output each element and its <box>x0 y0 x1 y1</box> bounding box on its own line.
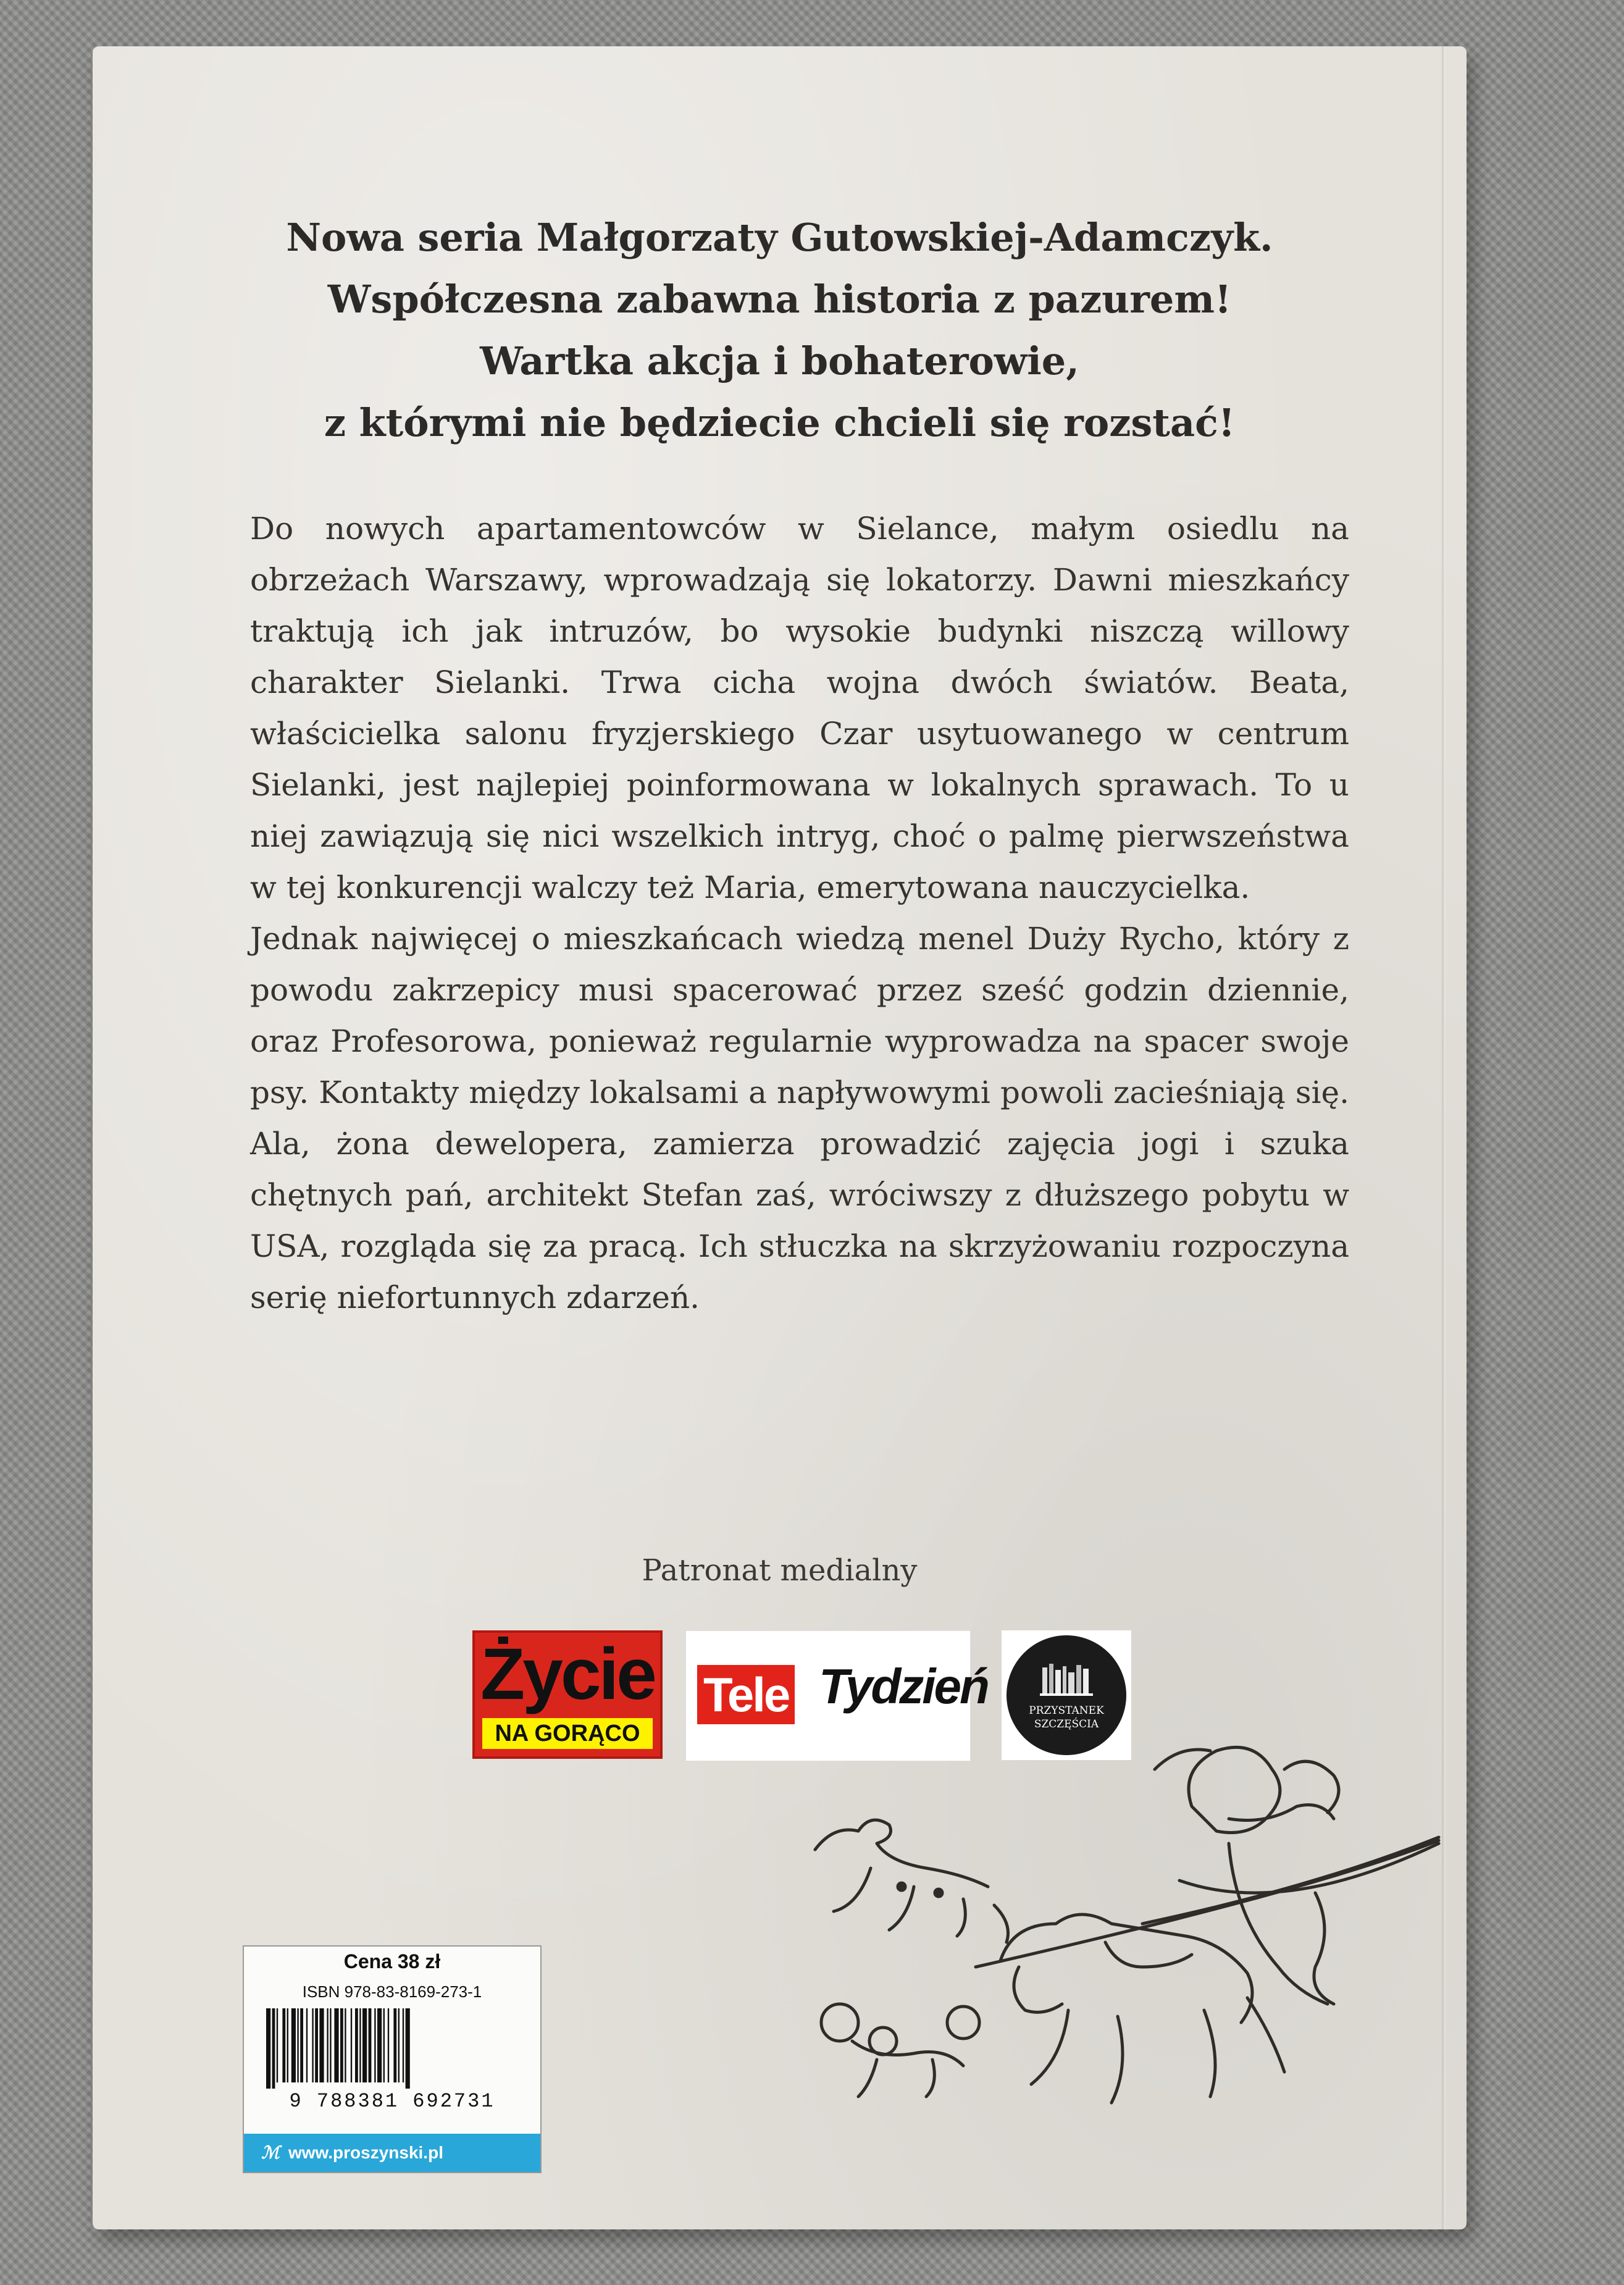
barcode-bar <box>383 2008 385 2082</box>
barcode-bar <box>297 2008 298 2082</box>
poodle-tail <box>947 2006 979 2039</box>
poodle-head <box>821 2004 858 2041</box>
barcode-bar <box>266 2008 270 2089</box>
barcode-bar <box>345 2008 346 2082</box>
tagline <box>93 207 1467 454</box>
barcode-icon <box>262 2008 522 2089</box>
barcode-bar <box>406 2008 410 2089</box>
barcode-bar <box>374 2008 375 2082</box>
barcode-bar <box>403 2008 404 2082</box>
barcode-bar <box>282 2008 285 2082</box>
media-patronage-label: Patronat medialny <box>642 1553 918 1588</box>
walker-leg <box>1314 1893 1334 2004</box>
barcode-bar <box>393 2008 396 2082</box>
tagline-line-4: z którymi nie będziecie chcieli się rozstać! <box>324 400 1236 445</box>
barcode-bar <box>327 2008 328 2082</box>
poodle-legs <box>858 2060 934 2097</box>
tydzien-logo-part: Tydzień <box>819 1659 988 1714</box>
barcode-bar <box>277 2008 278 2082</box>
small-dog-1-spot-2 <box>935 1889 942 1897</box>
small-dog-1-legs <box>834 1868 1008 1942</box>
tagline-line-3: Wartka akcja i bohaterowie, <box>480 338 1079 384</box>
big-dog-head <box>1014 1967 1062 2012</box>
blurb-paragraph-1: Do nowych apartamentowców w Sielance, małym osiedlu na obrzeżach Warszawy, wprowadzają się lokatorzy. Dawni mieszkańcy traktują ich jak intruzów, bo wysokie budynki niszczą willowy charakter Sielanki. Trwa cicha wojna dwóch światów. Beata, właścicielka salonu fryzjerskiego Czar usytuowanego w centrum Sielanki, jest najlepiej poinformowana w lokalnych sprawach. To u niej zawiązują się nici wszelkich intryg, choć o palmę pierwszeństwa w tej konkurencji walczy też Maria, emerytowana nauczycielka. <box>250 511 1349 905</box>
barcode-bar <box>388 2008 389 2082</box>
leash-line-2 <box>976 1840 1439 1967</box>
blurb <box>250 503 1349 1323</box>
small-dog-1-spot <box>898 1883 905 1890</box>
barcode-bar <box>315 2008 318 2082</box>
price-text: Cena 38 zł <box>343 1950 441 1973</box>
barcode-bar <box>312 2008 313 2082</box>
barcode-bar <box>319 2008 324 2082</box>
barcode-bar <box>272 2008 275 2089</box>
barcode-bar <box>306 2008 308 2082</box>
publisher-logo-icon: ℳ <box>261 2143 280 2162</box>
barcode-bar <box>330 2008 331 2082</box>
barcode-bar <box>362 2008 367 2082</box>
barcode-digits: 9 788381 692731 <box>289 2090 495 2113</box>
tagline-line-2: Współczesna zabawna historia z pazurem! <box>327 277 1232 322</box>
barcode-bar <box>300 2008 303 2082</box>
zycie-na-goraco-logo <box>472 1630 663 1759</box>
website-text: www.proszynski.pl <box>288 2143 443 2162</box>
circle-logo-line-1: PRZYSTANEK <box>1029 1704 1104 1717</box>
barcode-bar <box>369 2008 372 2082</box>
barcode-bar <box>355 2008 358 2082</box>
barcode-bar <box>334 2008 338 2082</box>
zycie-logo-subtitle: NA GORĄCO <box>482 1718 653 1749</box>
tagline-line-1: Nowa seria Małgorzaty Gutowskiej-Adamczyk. <box>286 215 1273 260</box>
barcode-bar <box>291 2008 296 2082</box>
circle-logo-line-2: SZCZĘŚCIA <box>1034 1718 1099 1730</box>
barcode-bar <box>398 2008 400 2082</box>
barcode-bar <box>377 2008 382 2082</box>
isbn-text: ISBN 978-83-8169-273-1 <box>302 1982 482 2001</box>
big-dog-harness <box>1105 1942 1192 1967</box>
barcode-bar <box>359 2008 361 2082</box>
leash-line-1 <box>1142 1837 1439 1924</box>
bookshelf-icon <box>1040 1661 1093 1697</box>
price-barcode-label <box>243 1945 542 2173</box>
zycie-logo-title: Życie <box>480 1633 655 1715</box>
dog-walking-illustration <box>760 1732 1451 2165</box>
book-back-cover <box>93 46 1467 2229</box>
blurb-paragraph-2: Jednak najwięcej o mieszkańcach wiedzą menel Duży Rycho, który z powodu zakrzepicy musi spacerować przez sześć godzin dziennie, oraz Profesorowa, ponieważ regularnie wyprowadza na spacer swoje psy. Kontakty między lokalsami a napływowymi powoli zacieśniają się. Ala, żona dewelopera, zamierza prowadzić zajęcia jogi i szuka chętnych pań, architekt Stefan zaś, wróciwszy z dłuższego pobytu w USA, rozgląda się za pracą. Ich stłuczka na skrzyżowaniu rozpoczyna serię niefortunnych zdarzeń. <box>250 921 1349 1315</box>
walker-arm <box>1229 1805 1334 1821</box>
small-dog-1-back <box>815 1820 988 1887</box>
barcode-bar <box>287 2008 288 2082</box>
barcode-bar <box>340 2008 343 2082</box>
publisher-website-bar <box>244 2134 540 2172</box>
barcode-bar <box>351 2008 352 2082</box>
tele-logo-part: Tele <box>697 1665 795 1724</box>
